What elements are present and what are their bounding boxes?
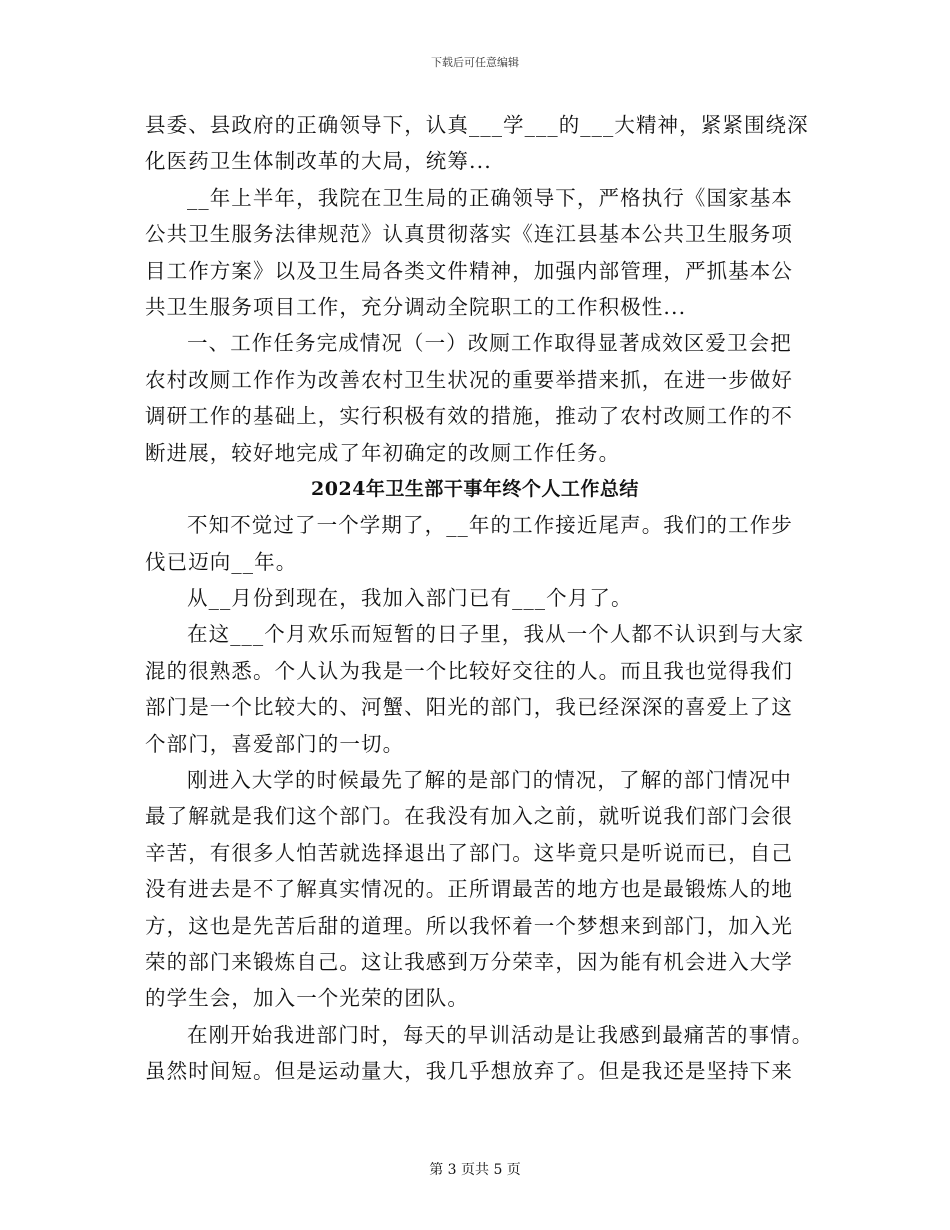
document-body bbox=[145, 107, 814, 1090]
text-line: 在这___个月欢乐而短暂的日子里，我从一个人都不认识到与大家 bbox=[187, 622, 805, 647]
text-line: 调研工作的基础上，实行积极有效的措施，推动了农村改厕工作的不 bbox=[145, 404, 793, 429]
text-line: __年上半年，我院在卫生局的正确领导下，严格执行《国家基本 bbox=[187, 185, 793, 210]
text-line: 从__月份到现在，我加入部门已有___个月了。 bbox=[187, 586, 633, 611]
text-line: 农村改厕工作作为改善农村卫生状况的重要举措来抓，在进一步做好 bbox=[145, 367, 793, 392]
text-line: 不知不觉过了一个学期了，__年的工作接近尾声。我们的工作步 bbox=[187, 513, 793, 538]
text-line: 刚进入大学的时候最先了解的是部门的情况，了解的部门情况中 bbox=[187, 768, 792, 793]
text-line: 最了解就是我们这个部门。在我没有加入之前，就听说我们部门会很 bbox=[145, 804, 793, 829]
text-line: 部门是一个比较大的、河蟹、阳光的部门，我已经深深的喜爱上了这 bbox=[145, 695, 793, 720]
text-line: 共卫生服务项目工作，充分调动全院职工的工作积极性... bbox=[145, 294, 687, 319]
text-line: 的学生会，加入一个光荣的团队。 bbox=[145, 986, 469, 1011]
text-line: 伐已迈向__年。 bbox=[145, 549, 298, 574]
text-line: 在刚开始我进部门时，每天的早训活动是让我感到最痛苦的事情。 bbox=[187, 1022, 814, 1047]
text-line: 断进展，较好地完成了年初确定的改厕工作任务。 bbox=[145, 440, 621, 465]
text-line: 一、工作任务完成情况（一）改厕工作取得显著成效区爱卫会把 bbox=[187, 331, 792, 356]
text-line: 没有进去是不了解真实情况的。正所谓最苦的地方也是最锻炼人的地 bbox=[145, 877, 793, 902]
text-line: 虽然时间短。但是运动量大，我几乎想放弃了。但是我还是坚持下来 bbox=[145, 1059, 793, 1084]
text-line: 荣的部门来锻炼自己。这让我感到万分荣幸，因为能有机会进入大学 bbox=[145, 949, 793, 974]
text-line: 辛苦，有很多人怕苦就选择退出了部门。这毕竟只是听说而已，自己 bbox=[145, 840, 793, 865]
text-line: 个部门，喜爱部门的一切。 bbox=[145, 731, 405, 756]
text-line: 化医药卫生体制改革的大局，统筹... bbox=[145, 149, 492, 174]
document-title: 2024年卫生部干事年终个人工作总结 bbox=[311, 477, 639, 500]
page-header: 下载后可任意编辑 bbox=[431, 56, 519, 69]
page-footer: 第 3 页共 5 页 bbox=[429, 1162, 521, 1178]
text-line: 公共卫生服务法律规范》认真贯彻落实《连江县基本公共卫生服务项 bbox=[145, 222, 793, 247]
text-line: 县委、县政府的正确领导下，认真___学___的___大精神，紧紧围绕深 bbox=[145, 113, 809, 137]
text-line: 目工作方案》以及卫生局各类文件精神，加强内部管理，严抓基本公 bbox=[145, 258, 793, 283]
text-line: 方，这也是先苦后甜的道理。所以我怀着一个梦想来到部门，加入光 bbox=[145, 913, 793, 938]
text-line: 混的很熟悉。个人认为我是一个比较好交往的人。而且我也觉得我们 bbox=[145, 658, 793, 683]
